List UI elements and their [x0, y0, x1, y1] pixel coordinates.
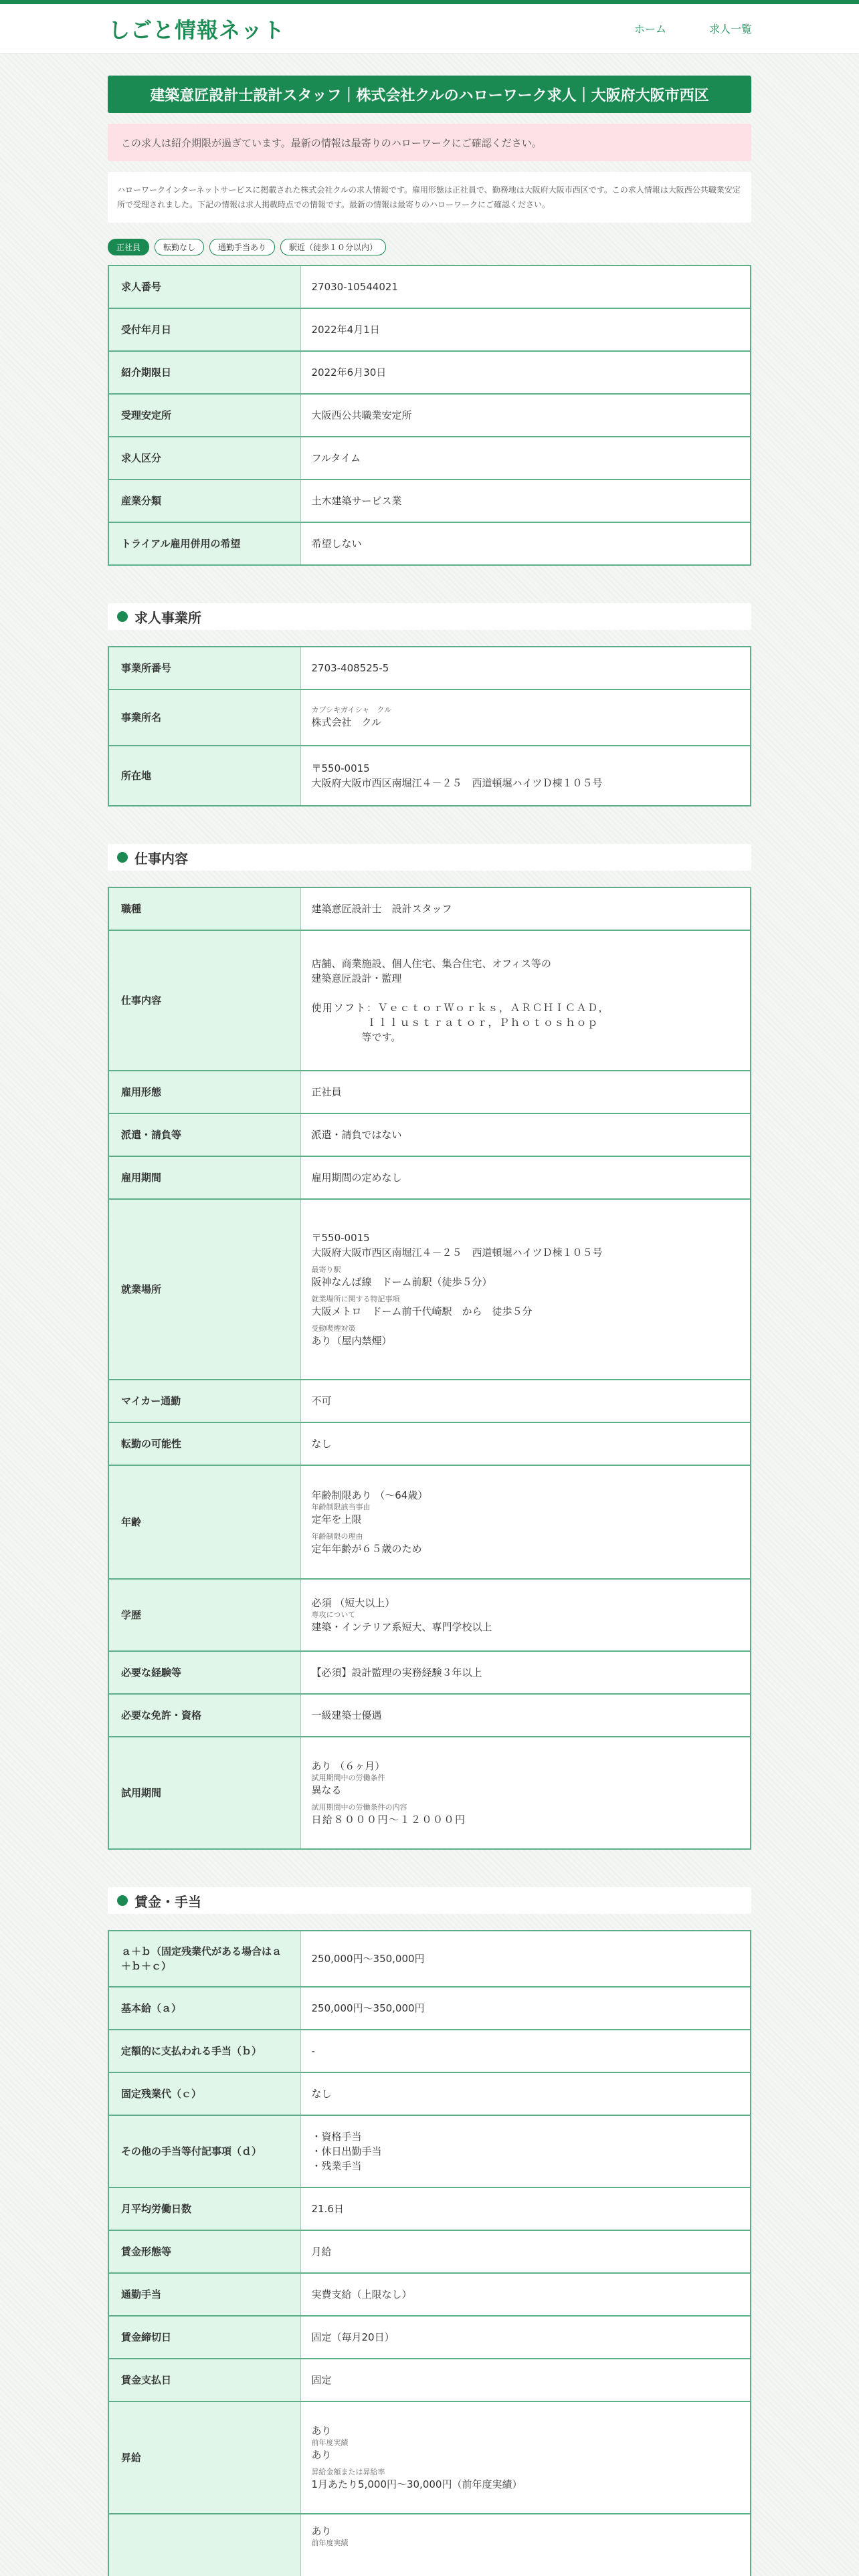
- required-license: 一級建築士優遇: [300, 1694, 751, 1737]
- table-row: [108, 1380, 751, 1422]
- row-label: ａ＋ｂ（固定残業代がある場合はａ＋ｂ＋ｃ）: [108, 1931, 300, 1987]
- raise: あり: [311, 2425, 332, 2437]
- job-category: フルタイム: [300, 437, 751, 479]
- table-row: [108, 522, 751, 565]
- car-commute: 不可: [300, 1380, 751, 1422]
- base-salary: 250,000円～350,000円: [300, 1987, 751, 2030]
- trial-employment: 希望しない: [300, 522, 751, 565]
- special-caption: 就業場所に関する特記事項: [311, 1295, 400, 1303]
- nav-home-link[interactable]: ホーム: [634, 23, 666, 35]
- table-row: [108, 2514, 751, 2576]
- bullet-icon: [117, 852, 128, 863]
- table-row: [108, 887, 751, 930]
- job-table: [108, 887, 751, 1850]
- site-header: [0, 4, 859, 53]
- row-label: 賃金支払日: [108, 2359, 300, 2401]
- row-label: 派遣・請負等: [108, 1113, 300, 1156]
- job-description-summary: ハローワークインターネットサービスに掲載された株式会社クルの求人情報です。雇用形態は正社員で、勤務地は大阪府大阪市西区です。この求人情報は大阪西公共職業安定所で受理されました。下記の情報は求人掲載時点での情報です。最新の情報は最寄りのハローワークにご確認ください。: [108, 172, 751, 223]
- tag-no-transfer: 転勤なし: [155, 239, 204, 255]
- tag-near-station: 駅近（徒歩１０分以内）: [280, 239, 386, 255]
- office-name: 株式会社 クル: [311, 716, 382, 728]
- section-office: [108, 603, 751, 630]
- trial-detail: 日給８０００円～１２０００円: [311, 1814, 466, 1826]
- wage-form: 月給: [300, 2230, 751, 2273]
- tag-commute-allowance: 通勤手当あり: [209, 239, 275, 255]
- tag-regular-employee: 正社員: [108, 239, 149, 255]
- table-row: [108, 1071, 751, 1113]
- row-label: マイカー通勤: [108, 1380, 300, 1422]
- table-row: [108, 2359, 751, 2401]
- row-label: [108, 2514, 300, 2576]
- other-allowance: ・資格手当: [311, 2131, 362, 2143]
- table-row: [108, 1987, 751, 2030]
- row-label: 仕事内容: [108, 930, 300, 1071]
- nearest-station: 阪神なんば線 ドーム前駅（徒歩５分）: [311, 1276, 492, 1288]
- main-nav: [634, 21, 752, 36]
- content-line: [312, 986, 740, 1000]
- table-row: [108, 2230, 751, 2273]
- row-label: 必要な経験等: [108, 1651, 300, 1694]
- table-row: [108, 746, 751, 806]
- job-number: 27030-10544021: [300, 265, 751, 308]
- age-range: 定年を上限: [311, 1513, 362, 1525]
- section-job: [108, 844, 751, 871]
- smoking-caption: 受動喫煙対策: [311, 1324, 356, 1333]
- smoking-policy: あり（屋内禁煙）: [311, 1335, 392, 1347]
- major-caption: 専攻について: [311, 1610, 356, 1619]
- industry-class: 土木建築サービス業: [300, 479, 751, 522]
- row-label: 年齢: [108, 1465, 300, 1579]
- row-label: 定額的に支払われる手当（ｂ）: [108, 2030, 300, 2072]
- row-label: 試用期間: [108, 1737, 300, 1849]
- age-range-caption: 年齢制限該当事由: [311, 1503, 371, 1511]
- row-label: 基本給（ａ）: [108, 1987, 300, 2030]
- row-label: 所在地: [108, 746, 300, 806]
- required-experience: 【必須】設計監理の実務経験３年以上: [300, 1651, 751, 1694]
- section-title: 賃金・手当: [134, 1893, 201, 1910]
- section-title: 仕事内容: [134, 850, 188, 867]
- trial-period: あり （６ヶ月）: [311, 1760, 385, 1772]
- section-wage: [108, 1887, 751, 1914]
- workplace-zip: 〒550-0015: [311, 1232, 370, 1244]
- workplace-special-notes: 大阪メトロ ドーム前千代崎駅 から 徒歩５分: [311, 1305, 533, 1317]
- table-row: [108, 265, 751, 308]
- table-row: [108, 1651, 751, 1694]
- table-row: [108, 2030, 751, 2072]
- row-label: 事業所名: [108, 689, 300, 746]
- row-label: 事業所番号: [108, 647, 300, 689]
- other-allowance: ・残業手当: [311, 2160, 362, 2172]
- wage-payday: 固定: [300, 2359, 751, 2401]
- total-wage: 250,000円～350,000円: [300, 1931, 751, 1987]
- section-title: 求人事業所: [134, 609, 201, 626]
- expired-notice: この求人は紹介期限が過ぎています。最新の情報は最寄りのハローワークにご確認ください。: [108, 124, 751, 161]
- table-row: [108, 1113, 751, 1156]
- table-row: [108, 689, 751, 746]
- summary-table: [108, 265, 751, 566]
- table-row: [108, 2072, 751, 2115]
- table-row: [108, 1694, 751, 1737]
- wage-table: [108, 1930, 751, 2576]
- table-row: [108, 2115, 751, 2187]
- table-row: [108, 2316, 751, 2359]
- content-line: 等です。: [311, 1031, 401, 1043]
- other-allowance: ・休日出勤手当: [311, 2145, 382, 2157]
- row-label: 就業場所: [108, 1199, 300, 1380]
- table-row: [108, 2187, 751, 2230]
- table-row: [108, 2401, 751, 2514]
- station-caption: 最寄り駅: [311, 1265, 341, 1274]
- table-row: [108, 351, 751, 394]
- trial-detail-caption: 試用期間中の労働条件の内容: [311, 1803, 407, 1812]
- received-date: 2022年4月1日: [300, 308, 751, 351]
- row-label: 産業分類: [108, 479, 300, 522]
- page-title: 建築意匠設計士設計スタッフ｜株式会社クルのハローワーク求人｜大阪府大阪市西区: [108, 76, 751, 113]
- receiving-office: 大阪西公共職業安定所: [300, 394, 751, 437]
- bonus: あり: [311, 2525, 332, 2537]
- row-label: 職種: [108, 887, 300, 930]
- wage-closing-day: 固定（毎月20日）: [300, 2316, 751, 2359]
- transfer-possibility: なし: [300, 1422, 751, 1465]
- row-label: 学歴: [108, 1579, 300, 1651]
- trial-cond-caption: 試用期間中の労働条件: [311, 1774, 385, 1782]
- occupation: 建築意匠設計士 設計スタッフ: [300, 887, 751, 930]
- row-label: トライアル雇用併用の希望: [108, 522, 300, 565]
- table-row: [108, 1199, 751, 1380]
- row-label: 雇用期間: [108, 1156, 300, 1199]
- table-row: [108, 1156, 751, 1199]
- table-row: [108, 1465, 751, 1579]
- office-address: 大阪府大阪市西区南堀江４－２５ 西道頓堀ハイツＤ棟１０５号: [311, 777, 603, 789]
- dispatch-status: 派遣・請負ではない: [300, 1113, 751, 1156]
- office-number: 2703-408525-5: [300, 647, 751, 689]
- raise-amount: 1月あたり5,000円～30,000円（前年度実績）: [311, 2478, 522, 2490]
- row-label: 求人区分: [108, 437, 300, 479]
- content-line: Ｉｌｌｕｓｔｒａｔｏｒ，Ｐｈｏｔｏｓｈｏｐ: [311, 1016, 599, 1029]
- office-zip: 〒550-0015: [311, 762, 370, 774]
- row-label: 固定残業代（ｃ）: [108, 2072, 300, 2115]
- commute-allowance: 実費支給（上限なし）: [300, 2273, 751, 2316]
- row-label: その他の手当等付記事項（ｄ）: [108, 2115, 300, 2187]
- bonus-prev-caption: 前年度実績: [311, 2539, 349, 2547]
- content-line: 店舗、商業施設、個人住宅、集合住宅、オフィス等の: [311, 958, 551, 970]
- office-name-kana: カブシキガイシャ クル: [311, 706, 392, 714]
- office-table: [108, 646, 751, 807]
- row-label: 月平均労働日数: [108, 2187, 300, 2230]
- age-reason: 定年年齢が６５歳のため: [311, 1543, 422, 1555]
- fixed-allowance: -: [300, 2030, 751, 2072]
- employment-type: 正社員: [300, 1071, 751, 1113]
- age-limit: 年齢制限あり （～64歳）: [311, 1489, 428, 1501]
- table-row: [108, 479, 751, 522]
- table-row: [108, 437, 751, 479]
- table-row: [108, 647, 751, 689]
- bullet-icon: [117, 1895, 128, 1906]
- employment-period: 雇用期間の定めなし: [300, 1156, 751, 1199]
- feature-tags: [108, 239, 751, 255]
- referral-deadline: 2022年6月30日: [300, 351, 751, 394]
- fixed-overtime: なし: [300, 2072, 751, 2115]
- workplace-address: 大阪府大阪市西区南堀江４－２５ 西道頓堀ハイツＤ棟１０５号: [311, 1247, 603, 1259]
- row-label: 求人番号: [108, 265, 300, 308]
- row-label: 転勤の可能性: [108, 1422, 300, 1465]
- content-line: 使用ソフト：ＶｅｃｔｏｒＷｏｒｋｓ，ＡＲＣＨＩＣＡＤ，: [311, 1002, 610, 1014]
- row-label: 受理安定所: [108, 394, 300, 437]
- table-row: [108, 1579, 751, 1651]
- row-label: 雇用形態: [108, 1071, 300, 1113]
- row-label: 賃金形態等: [108, 2230, 300, 2273]
- table-row: [108, 394, 751, 437]
- table-row: [108, 1422, 751, 1465]
- row-label: 紹介期限日: [108, 351, 300, 394]
- row-label: 賃金締切日: [108, 2316, 300, 2359]
- table-row: [108, 2273, 751, 2316]
- row-label: 必要な免許・資格: [108, 1694, 300, 1737]
- raise-amount-caption: 昇給金額または昇給率: [311, 2468, 385, 2476]
- bullet-icon: [117, 611, 128, 622]
- table-row: [108, 930, 751, 1071]
- row-label: 通勤手当: [108, 2273, 300, 2316]
- major: 建築・インテリア系短大、専門学校以上: [311, 1621, 492, 1633]
- education-requirement: 必須 （短大以上）: [311, 1597, 395, 1609]
- age-reason-caption: 年齢制限の理由: [311, 1532, 363, 1541]
- raise-prev-year: あり: [311, 2449, 332, 2461]
- nav-job-list-link[interactable]: 求人一覧: [708, 23, 752, 35]
- avg-work-days: 21.6日: [300, 2187, 751, 2230]
- table-row: [108, 1737, 751, 1849]
- trial-conditions: 異なる: [311, 1784, 342, 1796]
- table-row: [108, 1931, 751, 1987]
- row-label: 昇給: [108, 2401, 300, 2514]
- row-label: 受付年月日: [108, 308, 300, 351]
- site-logo[interactable]: しごと情報ネット: [108, 17, 286, 43]
- main-content: [108, 53, 751, 2576]
- content-line: 建築意匠設計・監理: [311, 972, 402, 984]
- raise-prev-caption: 前年度実績: [311, 2438, 349, 2447]
- table-row: [108, 308, 751, 351]
